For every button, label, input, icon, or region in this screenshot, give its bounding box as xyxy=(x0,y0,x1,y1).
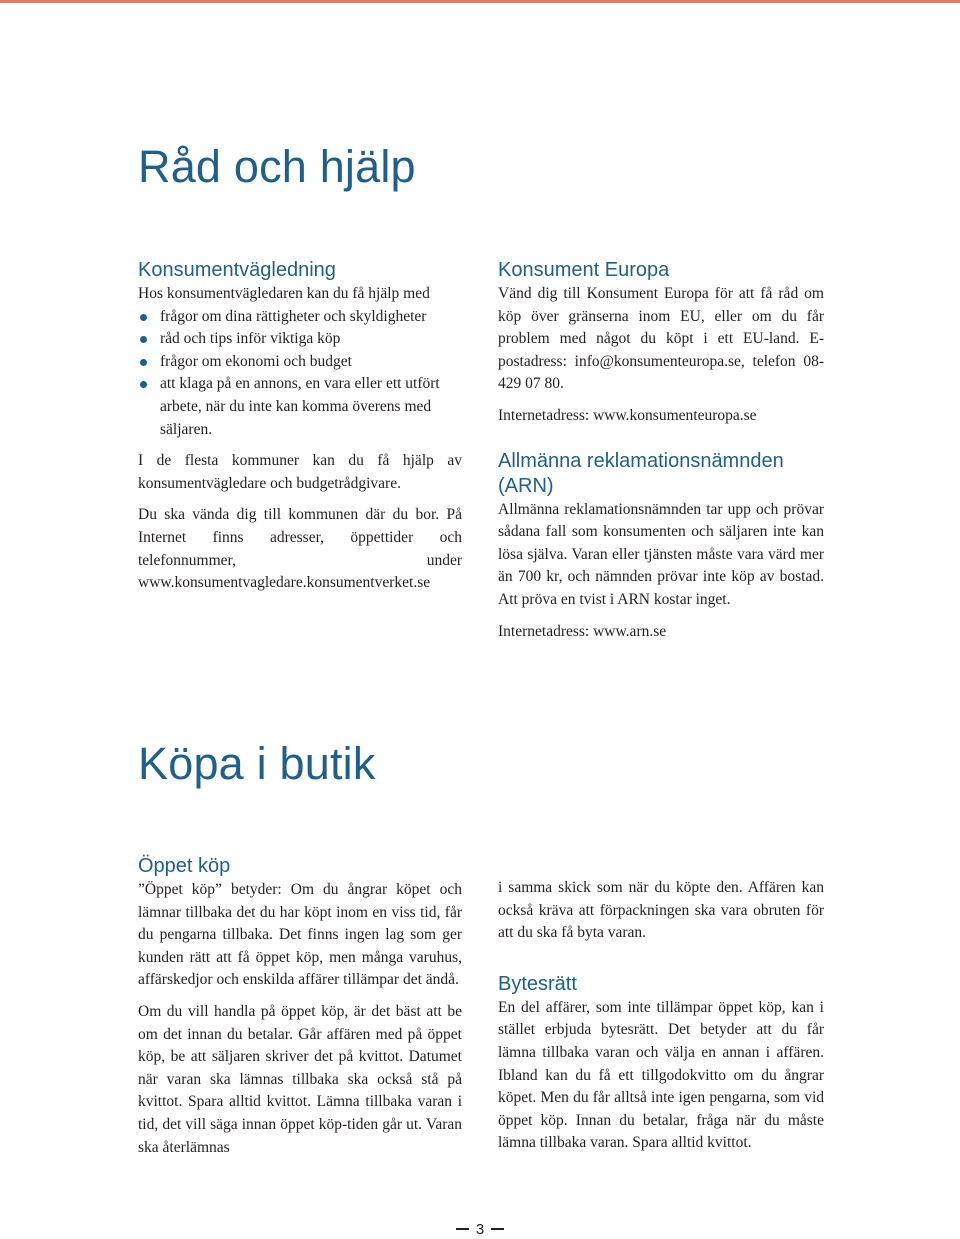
list-item: frågor om dina rättigheter och skyldigheter xyxy=(138,306,462,329)
konsumentvagledning-intro: Hos konsumentvägledaren kan du få hjälp med xyxy=(138,285,430,302)
konsument-europa-web-address: Internetadress: www.konsumenteuropa.se xyxy=(498,406,757,424)
konsumentvagledning-paragraph-3: Du ska vända dig till kommunen där du bor. På Internet finns adresser, öppettider och telefonnummer, under www.konsumentvagledare.konsumentverket.se xyxy=(138,506,462,592)
konsument-europa-paragraph: Vänd dig till Konsument Europa för att få råd om köp över gränserna inom EU, eller om du får problem med något du köpt i ett EU-land. E-postadress: info@konsumenteuropa.se, telefon 08-429 07 80. xyxy=(498,285,824,393)
section-title-rad-och-hjalp: Råd och hjälp xyxy=(138,141,416,192)
list-item: att klaga på en annons, en vara eller ett utfört arbete, när du inte kan komma överens med säljaren. xyxy=(138,373,462,441)
oppet-kop-continued: i samma skick som när du köpte den. Affären kan också kräva att förpackningen ska vara obruten för att du ska få byta varan. xyxy=(498,879,824,942)
bullet-icon xyxy=(140,381,147,388)
dash-right xyxy=(491,1228,504,1230)
arn-web-address: Internetadress: www.arn.se xyxy=(498,622,667,640)
oppet-kop-paragraph-2: Om du vill handla på öppet köp, är det bäst att be om det innan du betalar. Går affären med på öppet köp, be att säljaren skriver det på kvittot. Datumet när varan ska lämnas tillbaka ska också stå på kvittot. Spara alltid kvittot. Lämna tillbaka varan i tid, det vill säga innan öppet köp-tiden går ut. Varan ska återlämnas xyxy=(138,1002,462,1156)
column-konsument-europa-arn xyxy=(498,258,824,643)
konsumentvagledning-paragraph-2: I de flesta kommuner kan du få hjälp av konsumentvägledare och budgetrådgivare. xyxy=(138,452,462,492)
column-oppet-kop xyxy=(138,854,462,1159)
bullet-icon xyxy=(140,314,147,321)
bullet-icon xyxy=(140,359,147,366)
heading-arn: Allmänna reklamationsnämnden (ARN) xyxy=(498,449,784,497)
bullet-icon xyxy=(140,336,147,343)
column-konsumentvagledning xyxy=(138,258,462,595)
heading-oppet-kop: Öppet köp xyxy=(138,855,231,877)
oppet-kop-paragraph-1: ”Öppet köp” betyder: Om du ångrar köpet och lämnar tillbaka det du har köpt inom en viss tid, får du pengarna tillbaka. Det finns ingen lag som ger kunden rätt att få öppet köp, men många varuhus, affärskedjor och enskilda affärer tillämpar det ändå. xyxy=(138,881,462,989)
heading-konsumentvagledning: Konsumentvägledning xyxy=(138,259,336,281)
heading-konsument-europa: Konsument Europa xyxy=(498,259,670,281)
list-item: råd och tips inför viktiga köp xyxy=(138,328,462,351)
dash-left xyxy=(456,1228,469,1230)
section-title-kopa-i-butik: Köpa i butik xyxy=(138,738,376,789)
top-accent-rule xyxy=(0,0,960,3)
list-item: frågor om ekonomi och budget xyxy=(138,351,462,374)
page-number xyxy=(0,1219,960,1239)
heading-bytesratt: Bytesrätt xyxy=(498,972,577,995)
page-number-value: 3 xyxy=(475,1220,485,1238)
bytesratt-paragraph: En del affärer, som inte tillämpar öppet köp, kan i stället erbjuda bytesrätt. Det betyder att du får lämna tillbaka varan och välja en annan i affären. Ibland kan du få ett tillgodokvitto om du ångrar köpet. Men du får alltså inte igen pengarna, som vid öppet köp. Innan du betalar, fråga när du måste lämna tillbaka varan. Spara alltid kvittot. xyxy=(498,998,824,1152)
konsumentvagledning-bullet-list xyxy=(138,306,462,442)
arn-paragraph: Allmänna reklamationsnämnden tar upp och prövar sådana fall som konsumenten och säljaren inte kan lösa själva. Varan eller tjänsten måste vara värd mer än 700 kr, och nämnden prövar inte köp av bostad. Att pröva en tvist i ARN kostar inget. xyxy=(498,500,824,608)
column-bytesratt xyxy=(498,877,824,1155)
